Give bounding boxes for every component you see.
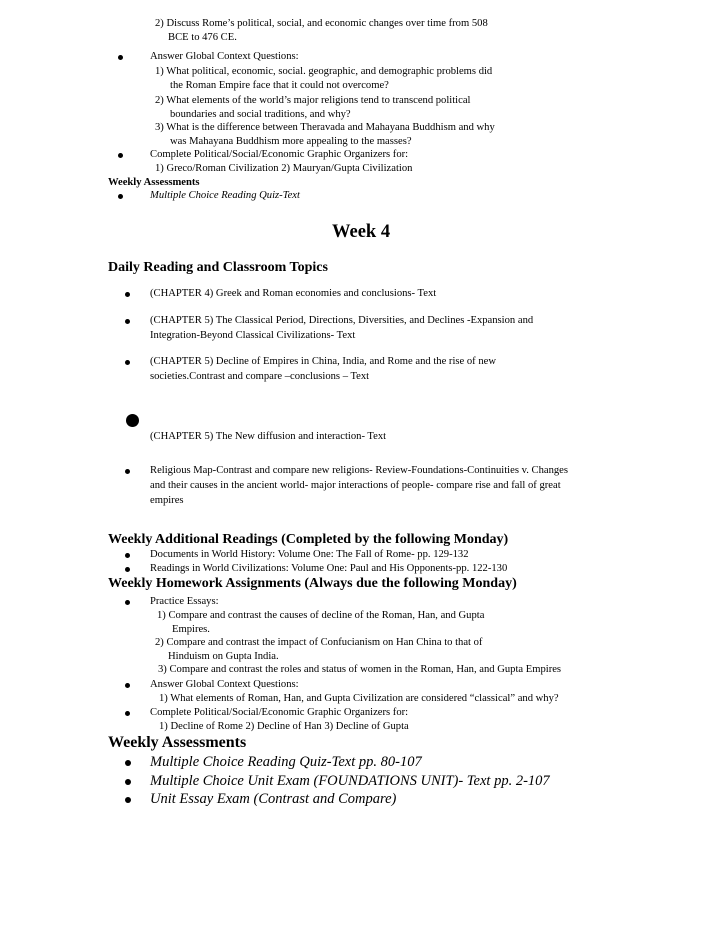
list-item: (CHAPTER 5) The Classical Period, Directions, Diversities, and Declines -Expansion and [150,315,534,326]
bullet-icon [125,319,130,324]
text-line: Hinduism on Gupta India. [168,651,279,662]
list-item: Multiple Choice Reading Quiz-Text pp. 80-107 [150,754,422,770]
bullet-icon [125,711,130,716]
text-line: 1) What political, economic, social. geographic, and demographic problems did [155,66,493,77]
text-line: boundaries and social traditions, and why? [170,109,351,120]
text-line: 1) What elements of Roman, Han, and Gupta Civilization are considered “classical” and why? [159,693,559,704]
list-item: (CHAPTER 5) Decline of Empires in China, India, and Rome and the rise of new [150,356,496,367]
list-item: (CHAPTER 4) Greek and Roman economies and conclusions- Text [150,288,437,299]
list-item: Answer Global Context Questions: [150,679,299,690]
bullet-icon [118,153,123,158]
page-title: Week 4 [332,222,391,242]
list-item: Complete Political/Social/Economic Graphic Organizers for: [150,707,409,718]
text-line: and their causes in the ancient world- major interactions of people- compare rise and fall of great [150,480,561,491]
text-line: 2) Discuss Rome’s political, social, and economic changes over time from 508 [155,18,488,29]
list-item: Multiple Choice Reading Quiz-Text [150,190,300,201]
text-line: was Mahayana Buddhism more appealing to the masses? [170,136,412,147]
section-heading: Daily Reading and Classroom Topics [108,260,328,275]
bullet-icon [125,760,131,766]
section-heading: Weekly Homework Assignments (Always due the following Monday) [108,576,517,591]
section-heading: Weekly Assessments [108,177,200,188]
bullet-icon [125,469,130,474]
bullet-icon [118,55,123,60]
list-item: Practice Essays: [150,596,219,607]
list-item: Religious Map-Contrast and compare new religions- Review-Foundations-Continuities v. Changes [150,465,568,476]
bullet-icon [126,414,139,427]
text-line: empires [150,495,184,506]
text-line: Integration-Beyond Classical Civilizations- Text [150,330,356,341]
bullet-icon [125,567,130,572]
text-line: 1) Decline of Rome 2) Decline of Han 3) Decline of Gupta [159,721,409,732]
list-item: (CHAPTER 5) The New diffusion and interaction- Text [150,431,387,442]
bullet-icon [125,779,131,785]
section-heading: Weekly Additional Readings (Completed by the following Monday) [108,532,509,547]
list-item: Readings in World Civilizations: Volume One: Paul and His Opponents-pp. 122-130 [150,563,508,574]
list-item: Multiple Choice Unit Exam (FOUNDATIONS UNIT)- Text pp. 2-107 [150,773,550,789]
text-line: 3) Compare and contrast the roles and status of women in the Roman, Han, and Gupta Empires [158,664,562,675]
bullet-icon [125,360,130,365]
text-line: BCE to 476 CE. [168,32,237,43]
list-item: Unit Essay Exam (Contrast and Compare) [150,791,397,807]
bullet-icon [125,600,130,605]
bullet-icon [125,683,130,688]
bullet-icon [118,194,123,199]
list-item: Complete Political/Social/Economic Graphic Organizers for: [150,149,409,160]
bullet-icon [125,292,130,297]
text-line: Empires. [172,624,210,635]
text-line: 1) Compare and contrast the causes of decline of the Roman, Han, and Gupta [157,610,485,621]
text-line: the Roman Empire face that it could not overcome? [170,80,389,91]
list-item: Documents in World History: Volume One: The Fall of Rome- pp. 129-132 [150,549,469,560]
text-line: 1) Greco/Roman Civilization 2) Mauryan/Gupta Civilization [155,163,413,174]
text-line: societies.Contrast and compare –conclusions – Text [150,371,370,382]
text-line: 2) Compare and contrast the impact of Confucianism on Han China to that of [155,637,483,648]
text-line: 3) What is the difference between Theravada and Mahayana Buddhism and why [155,122,495,133]
bullet-icon [125,797,131,803]
bullet-icon [125,553,130,558]
text-line: 2) What elements of the world’s major religions tend to transcend political [155,95,471,106]
section-heading: Weekly Assessments [108,734,247,751]
list-item: Answer Global Context Questions: [150,51,299,62]
